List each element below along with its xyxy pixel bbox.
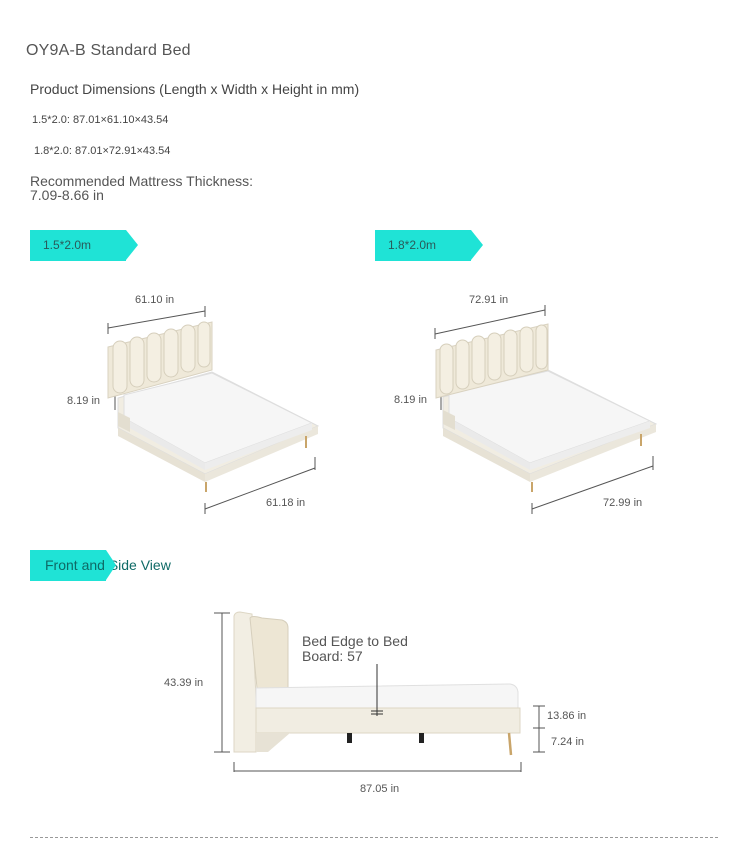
size-tag-2-label: 1.8*2.0m <box>388 238 437 252</box>
bed-1-width-label: 61.10 in <box>135 294 175 306</box>
leg-height-label: 7.24 in <box>551 736 585 748</box>
bed-1-illustration <box>108 306 318 514</box>
section-divider <box>30 837 718 838</box>
front-side-view-label: Front and Side View <box>45 557 171 573</box>
product-title: OY9A-B Standard Bed <box>26 42 191 59</box>
size-tag-1-label: 1.5*2.0m <box>43 238 92 252</box>
total-height-label: 43.39 in <box>164 677 204 689</box>
bed-2-width-label: 72.91 in <box>469 294 509 306</box>
bed-edge-to-board-line-1: Bed Edge to Bed <box>302 633 408 649</box>
bed-2-illustration <box>435 305 656 514</box>
bed-edge-to-board-line-2: Board: 57 <box>302 648 363 664</box>
dimensions-line-2: 1.8*2.0: 87.01×72.91×43.54 <box>34 145 171 157</box>
mattress-thickness-value: 7.09-8.66 in <box>30 187 104 203</box>
bed-2-height-label: 8.19 in <box>394 394 428 406</box>
bed-edge-to-board-label <box>302 634 408 664</box>
bed-1-height-label: 8.19 in <box>67 395 101 407</box>
bed-1-length-label: 61.18 in <box>266 497 306 509</box>
mattress-thickness-label: Recommended Mattress Thickness: <box>30 173 254 189</box>
frame-height-label: 13.86 in <box>547 710 587 722</box>
dimensions-line-1: 1.5*2.0: 87.01×61.10×43.54 <box>32 114 169 126</box>
dimensions-heading: Product Dimensions (Length x Width x Height in mm) <box>30 81 360 97</box>
bed-2-length-label: 72.99 in <box>603 497 643 509</box>
total-length-label: 87.05 in <box>360 783 400 795</box>
